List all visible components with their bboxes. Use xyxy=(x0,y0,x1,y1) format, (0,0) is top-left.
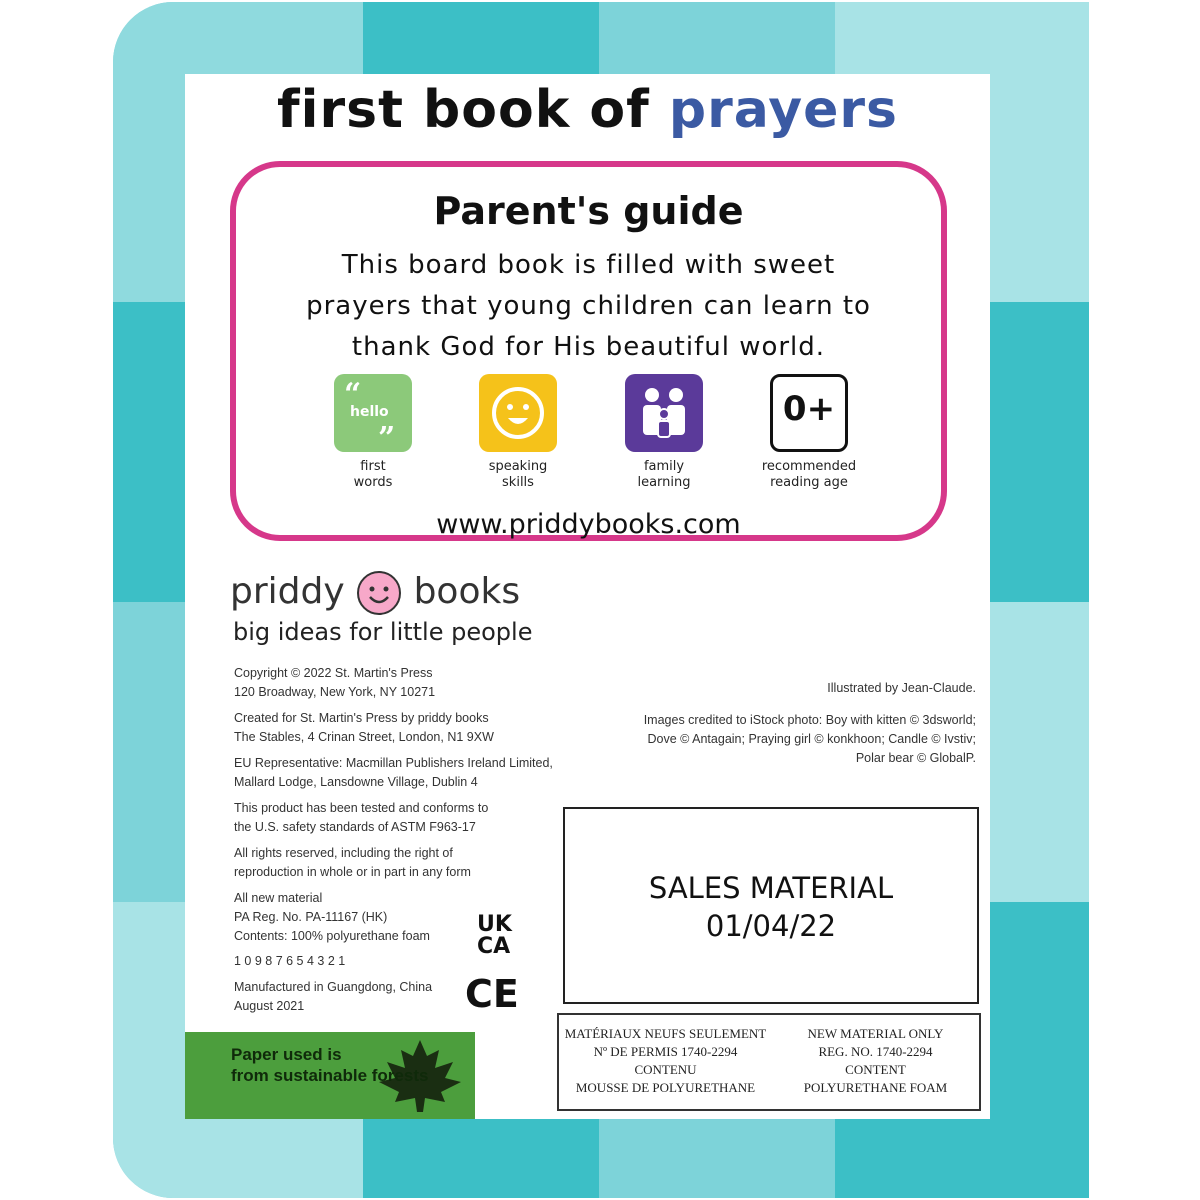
illustrated-credit: Illustrated by Jean-Claude. xyxy=(827,681,976,695)
material-english xyxy=(773,1025,978,1097)
sales-material-box xyxy=(563,807,979,1004)
icon-label xyxy=(453,459,583,491)
tile xyxy=(363,1112,599,1198)
text-line: POLYURETHANE FOAM xyxy=(803,1080,948,1095)
text-line: NEW MATERIAL ONLY xyxy=(807,1026,944,1041)
text-line: August 2021 xyxy=(234,999,305,1013)
text-line: The Stables, 4 Crinan Street, London, N1 9XW xyxy=(234,730,494,744)
reading-age-icon xyxy=(770,374,848,452)
priddy-books-logo xyxy=(230,570,520,616)
text-line: Paper used is xyxy=(231,1045,342,1064)
material-french xyxy=(563,1025,768,1097)
title-part-1: first book of xyxy=(277,80,669,140)
text-line: from sustainable forests xyxy=(231,1066,429,1085)
book-title xyxy=(185,80,990,140)
website-url[interactable]: www.priddybooks.com xyxy=(436,509,741,540)
icon-label-line: words xyxy=(353,475,393,490)
icon-label-line: reading age xyxy=(770,475,848,490)
text-line: Contents: 100% polyurethane foam xyxy=(234,929,430,943)
text-line: 120 Broadway, New York, NY 10271 xyxy=(234,685,436,699)
text-line: Created for St. Martin's Press by priddy books xyxy=(234,711,489,725)
image-credits xyxy=(644,711,976,768)
ukca-bottom: CA xyxy=(477,934,511,959)
tile xyxy=(599,1112,835,1198)
speaking-skills-icon xyxy=(479,374,557,452)
white-panel xyxy=(185,74,990,1119)
text-line: the U.S. safety standards of ASTM F963-17 xyxy=(234,820,476,834)
material-block xyxy=(234,889,464,946)
safety-block xyxy=(234,799,594,837)
text-line: PA Reg. No. PA-11167 (HK) xyxy=(234,910,388,924)
icon-label xyxy=(308,459,438,491)
copyright-block xyxy=(234,664,594,702)
svg-text:”: ” xyxy=(378,421,396,452)
text-line: This product has been tested and conforms to xyxy=(234,801,489,815)
family-learning-icon xyxy=(625,374,703,452)
manufactured-block xyxy=(234,978,464,1016)
sales-line-1: SALES MATERIAL xyxy=(648,871,894,905)
text-line: Nº DE PERMIS 1740-2294 xyxy=(593,1044,738,1059)
smiley-face-icon xyxy=(356,570,402,616)
sales-line-2: 01/04/22 xyxy=(705,909,837,943)
guide-title: Parent's guide xyxy=(433,189,744,233)
icon-label-line: learning xyxy=(637,475,691,490)
reading-age-glyph: 0+ xyxy=(782,389,836,429)
new-material-box xyxy=(557,1013,981,1111)
text-line: All rights reserved, including the right of xyxy=(234,846,453,860)
ukca-mark xyxy=(477,914,512,958)
first-words-icon xyxy=(334,374,412,452)
icon-label xyxy=(744,459,874,491)
rights-block xyxy=(234,844,594,882)
text-line: REG. NO. 1740-2294 xyxy=(818,1044,933,1059)
text-line: Mallard Lodge, Lansdowne Village, Dublin 4 xyxy=(234,775,478,789)
icon-label xyxy=(599,459,729,491)
brand-tagline: big ideas for little people xyxy=(233,618,533,646)
text-line: reproduction in whole or in part in any form xyxy=(234,865,471,879)
svg-text:“: “ xyxy=(344,377,362,412)
text-line: Manufactured in Guangdong, China xyxy=(234,980,433,994)
text-line: Copyright © 2022 St. Martin's Press xyxy=(234,666,433,680)
ce-mark: CE xyxy=(465,972,519,1016)
icon-label-line: family xyxy=(643,459,685,474)
first-words-glyph: hello xyxy=(350,404,389,420)
parents-guide-box xyxy=(230,161,947,541)
text-line: CONTENT xyxy=(845,1062,906,1077)
text-line: EU Representative: Macmillan Publishers Ireland Limited, xyxy=(234,756,553,770)
text-line: MATÉRIAUX NEUFS SEULEMENT xyxy=(564,1026,767,1041)
sustainable-paper-badge xyxy=(185,1032,475,1119)
eu-rep-block xyxy=(234,754,594,792)
printing-line: 1 0 9 8 7 6 5 4 3 2 1 xyxy=(234,954,346,968)
brand-left: priddy xyxy=(230,571,345,612)
icon-label-line: skills xyxy=(502,475,534,490)
text-line: Images credited to iStock photo: Boy with kitten © 3dsworld; xyxy=(643,713,976,727)
created-block xyxy=(234,709,594,747)
text-line: MOUSSE DE POLYURETHANE xyxy=(575,1080,756,1095)
icon-label-line: speaking xyxy=(488,459,548,474)
text-line: Dove © Antagain; Praying girl © konkhoon; Candle © Ivstiv; xyxy=(647,732,976,746)
icon-label-line: recommended xyxy=(761,459,857,474)
text-line: Polar bear © GlobalP. xyxy=(855,751,976,765)
text-line: CONTENU xyxy=(634,1062,697,1077)
sustainable-text xyxy=(231,1044,428,1086)
brand-right: books xyxy=(413,571,521,612)
guide-text: This board book is filled with sweet prayers that young children can learn to thank God for His beautiful world. xyxy=(306,250,871,362)
text-line: All new material xyxy=(234,891,323,905)
icon-label-line: first xyxy=(360,459,386,474)
title-part-2: prayers xyxy=(668,80,898,140)
ukca-top: UK xyxy=(477,912,512,937)
